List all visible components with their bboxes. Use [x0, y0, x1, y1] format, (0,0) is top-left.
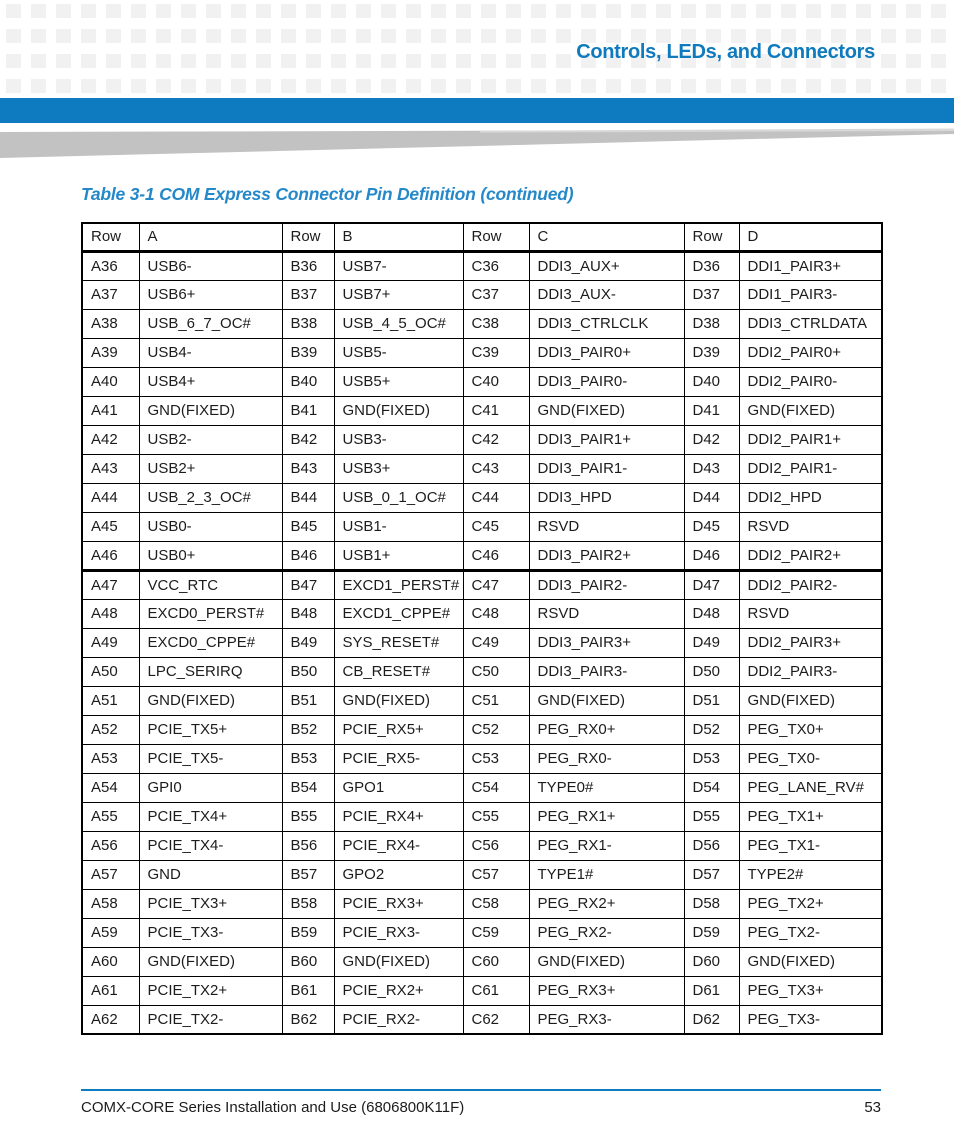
signal-name-cell: PCIE_TX5+: [139, 715, 282, 744]
signal-name-cell: USB_6_7_OC#: [139, 309, 282, 338]
pin-id-cell: B59: [282, 918, 334, 947]
signal-name-cell: PEG_TX3-: [739, 1005, 882, 1034]
table-row: [82, 918, 882, 947]
pin-id-cell: C39: [463, 338, 529, 367]
table-row: [82, 512, 882, 541]
signal-name-cell: PCIE_RX4-: [334, 831, 463, 860]
signal-name-cell: USB4-: [139, 338, 282, 367]
signal-name-cell: PEG_TX0-: [739, 744, 882, 773]
pin-id-cell: C57: [463, 860, 529, 889]
header-squares-pattern: [0, 0, 954, 97]
page-number: 53: [864, 1099, 881, 1116]
pin-id-cell: D60: [684, 947, 739, 976]
signal-name-cell: PEG_TX2+: [739, 889, 882, 918]
signal-name-cell: DDI2_PAIR1-: [739, 454, 882, 483]
table-header-row: [82, 223, 882, 251]
pin-id-cell: B57: [282, 860, 334, 889]
pin-id-cell: D38: [684, 309, 739, 338]
pin-id-cell: B45: [282, 512, 334, 541]
pin-id-cell: B51: [282, 686, 334, 715]
table-row: [82, 251, 882, 280]
table-row: [82, 599, 882, 628]
signal-name-cell: USB1+: [334, 541, 463, 570]
pin-id-cell: A62: [82, 1005, 139, 1034]
signal-name-cell: PCIE_TX3-: [139, 918, 282, 947]
column-header: Row: [282, 223, 334, 251]
column-header: D: [739, 223, 882, 251]
signal-name-cell: EXCD1_CPPE#: [334, 599, 463, 628]
pin-id-cell: B48: [282, 599, 334, 628]
signal-name-cell: CB_RESET#: [334, 657, 463, 686]
pin-id-cell: C55: [463, 802, 529, 831]
pin-id-cell: A43: [82, 454, 139, 483]
pin-id-cell: B46: [282, 541, 334, 570]
pin-id-cell: D36: [684, 251, 739, 280]
signal-name-cell: PCIE_RX5-: [334, 744, 463, 773]
signal-name-cell: USB7+: [334, 280, 463, 309]
pin-id-cell: D42: [684, 425, 739, 454]
pin-id-cell: A36: [82, 251, 139, 280]
signal-name-cell: USB2-: [139, 425, 282, 454]
signal-name-cell: GPI0: [139, 773, 282, 802]
signal-name-cell: GPO2: [334, 860, 463, 889]
signal-name-cell: DDI3_PAIR2+: [529, 541, 684, 570]
pin-id-cell: C38: [463, 309, 529, 338]
signal-name-cell: USB5-: [334, 338, 463, 367]
pin-id-cell: B36: [282, 251, 334, 280]
pin-id-cell: C46: [463, 541, 529, 570]
pin-id-cell: D57: [684, 860, 739, 889]
pin-id-cell: D47: [684, 570, 739, 599]
pin-id-cell: D43: [684, 454, 739, 483]
pin-id-cell: D53: [684, 744, 739, 773]
pin-id-cell: C58: [463, 889, 529, 918]
table-row: [82, 309, 882, 338]
pin-id-cell: B53: [282, 744, 334, 773]
table-row: [82, 773, 882, 802]
signal-name-cell: DDI3_AUX+: [529, 251, 684, 280]
pin-id-cell: C47: [463, 570, 529, 599]
header-blue-bar: [0, 98, 954, 123]
table-row: [82, 715, 882, 744]
table-row: [82, 889, 882, 918]
signal-name-cell: PCIE_RX3-: [334, 918, 463, 947]
signal-name-cell: GND(FIXED): [139, 686, 282, 715]
table-row: [82, 802, 882, 831]
pin-id-cell: A60: [82, 947, 139, 976]
pin-id-cell: D40: [684, 367, 739, 396]
pin-id-cell: B37: [282, 280, 334, 309]
table-row: [82, 1005, 882, 1034]
signal-name-cell: PEG_TX2-: [739, 918, 882, 947]
table-row: [82, 367, 882, 396]
pin-id-cell: B54: [282, 773, 334, 802]
signal-name-cell: GND(FIXED): [739, 396, 882, 425]
pin-id-cell: B58: [282, 889, 334, 918]
signal-name-cell: PCIE_RX2+: [334, 976, 463, 1005]
signal-name-cell: GND(FIXED): [529, 686, 684, 715]
signal-name-cell: SYS_RESET#: [334, 628, 463, 657]
pin-id-cell: A57: [82, 860, 139, 889]
pin-id-cell: D46: [684, 541, 739, 570]
pin-id-cell: A61: [82, 976, 139, 1005]
table-row: [82, 425, 882, 454]
pin-id-cell: B49: [282, 628, 334, 657]
signal-name-cell: EXCD0_CPPE#: [139, 628, 282, 657]
pin-id-cell: A37: [82, 280, 139, 309]
pin-id-cell: B41: [282, 396, 334, 425]
signal-name-cell: USB_2_3_OC#: [139, 483, 282, 512]
signal-name-cell: PCIE_RX2-: [334, 1005, 463, 1034]
signal-name-cell: USB1-: [334, 512, 463, 541]
wedge-graphic: [0, 127, 954, 161]
signal-name-cell: GND: [139, 860, 282, 889]
pin-id-cell: D45: [684, 512, 739, 541]
pin-id-cell: C44: [463, 483, 529, 512]
signal-name-cell: PEG_RX3+: [529, 976, 684, 1005]
column-header: Row: [684, 223, 739, 251]
signal-name-cell: RSVD: [739, 512, 882, 541]
pin-id-cell: A39: [82, 338, 139, 367]
signal-name-cell: DDI3_PAIR1-: [529, 454, 684, 483]
signal-name-cell: DDI3_PAIR3-: [529, 657, 684, 686]
signal-name-cell: PCIE_TX4-: [139, 831, 282, 860]
pin-id-cell: C42: [463, 425, 529, 454]
table-row: [82, 686, 882, 715]
pin-id-cell: A41: [82, 396, 139, 425]
signal-name-cell: GND(FIXED): [334, 947, 463, 976]
pin-id-cell: D58: [684, 889, 739, 918]
pin-id-cell: B44: [282, 483, 334, 512]
signal-name-cell: DDI2_PAIR2-: [739, 570, 882, 599]
signal-name-cell: TYPE2#: [739, 860, 882, 889]
pin-id-cell: A55: [82, 802, 139, 831]
pin-id-cell: B55: [282, 802, 334, 831]
pin-id-cell: D49: [684, 628, 739, 657]
pin-id-cell: D52: [684, 715, 739, 744]
pin-id-cell: C56: [463, 831, 529, 860]
column-header: C: [529, 223, 684, 251]
signal-name-cell: PEG_TX1-: [739, 831, 882, 860]
pin-id-cell: C62: [463, 1005, 529, 1034]
signal-name-cell: GND(FIXED): [334, 686, 463, 715]
signal-name-cell: DDI1_PAIR3-: [739, 280, 882, 309]
signal-name-cell: LPC_SERIRQ: [139, 657, 282, 686]
pin-id-cell: A56: [82, 831, 139, 860]
signal-name-cell: PEG_LANE_RV#: [739, 773, 882, 802]
table-row: [82, 570, 882, 599]
pin-id-cell: A59: [82, 918, 139, 947]
pin-id-cell: C61: [463, 976, 529, 1005]
pin-id-cell: A48: [82, 599, 139, 628]
signal-name-cell: EXCD0_PERST#: [139, 599, 282, 628]
pin-id-cell: C50: [463, 657, 529, 686]
pin-id-cell: B47: [282, 570, 334, 599]
signal-name-cell: PEG_RX2+: [529, 889, 684, 918]
pin-id-cell: A58: [82, 889, 139, 918]
signal-name-cell: PCIE_RX3+: [334, 889, 463, 918]
signal-name-cell: USB6+: [139, 280, 282, 309]
signal-name-cell: USB3-: [334, 425, 463, 454]
signal-name-cell: DDI2_PAIR3+: [739, 628, 882, 657]
pin-table: [81, 222, 883, 1035]
table-row: [82, 947, 882, 976]
signal-name-cell: GND(FIXED): [739, 947, 882, 976]
signal-name-cell: DDI3_PAIR3+: [529, 628, 684, 657]
pin-id-cell: D37: [684, 280, 739, 309]
signal-name-cell: USB0+: [139, 541, 282, 570]
pin-id-cell: C54: [463, 773, 529, 802]
signal-name-cell: DDI3_CTRLDATA: [739, 309, 882, 338]
signal-name-cell: USB0-: [139, 512, 282, 541]
pin-id-cell: A46: [82, 541, 139, 570]
signal-name-cell: DDI2_PAIR2+: [739, 541, 882, 570]
signal-name-cell: GPO1: [334, 773, 463, 802]
signal-name-cell: USB6-: [139, 251, 282, 280]
pin-id-cell: C43: [463, 454, 529, 483]
signal-name-cell: RSVD: [529, 512, 684, 541]
pin-id-cell: B62: [282, 1005, 334, 1034]
column-header: A: [139, 223, 282, 251]
pin-id-cell: A42: [82, 425, 139, 454]
pin-id-cell: D61: [684, 976, 739, 1005]
signal-name-cell: VCC_RTC: [139, 570, 282, 599]
pin-id-cell: D55: [684, 802, 739, 831]
page-title: Controls, LEDs, and Connectors: [576, 41, 875, 63]
signal-name-cell: GND(FIXED): [139, 396, 282, 425]
signal-name-cell: USB2+: [139, 454, 282, 483]
pin-id-cell: A47: [82, 570, 139, 599]
signal-name-cell: USB_0_1_OC#: [334, 483, 463, 512]
pin-id-cell: B43: [282, 454, 334, 483]
pin-id-cell: C45: [463, 512, 529, 541]
pin-id-cell: B40: [282, 367, 334, 396]
pin-id-cell: D59: [684, 918, 739, 947]
signal-name-cell: RSVD: [529, 599, 684, 628]
signal-name-cell: DDI3_PAIR0+: [529, 338, 684, 367]
table-caption: Table 3-1 COM Express Connector Pin Definition (continued): [81, 184, 574, 204]
pin-id-cell: C59: [463, 918, 529, 947]
pin-id-cell: C52: [463, 715, 529, 744]
signal-name-cell: PEG_RX1-: [529, 831, 684, 860]
signal-name-cell: GND(FIXED): [529, 396, 684, 425]
table-row: [82, 628, 882, 657]
signal-name-cell: PEG_TX3+: [739, 976, 882, 1005]
pin-id-cell: A38: [82, 309, 139, 338]
pin-id-cell: D39: [684, 338, 739, 367]
pin-id-cell: B39: [282, 338, 334, 367]
pin-id-cell: D48: [684, 599, 739, 628]
signal-name-cell: PCIE_RX4+: [334, 802, 463, 831]
signal-name-cell: GND(FIXED): [529, 947, 684, 976]
pin-id-cell: C36: [463, 251, 529, 280]
pin-id-cell: A49: [82, 628, 139, 657]
pin-id-cell: D44: [684, 483, 739, 512]
signal-name-cell: DDI3_CTRLCLK: [529, 309, 684, 338]
pin-id-cell: D50: [684, 657, 739, 686]
pin-id-cell: C41: [463, 396, 529, 425]
pin-id-cell: A53: [82, 744, 139, 773]
signal-name-cell: PCIE_RX5+: [334, 715, 463, 744]
signal-name-cell: GND(FIXED): [139, 947, 282, 976]
footer-rule: [81, 1089, 881, 1091]
pin-id-cell: C48: [463, 599, 529, 628]
table-row: [82, 280, 882, 309]
pin-id-cell: B56: [282, 831, 334, 860]
signal-name-cell: USB7-: [334, 251, 463, 280]
pin-id-cell: C53: [463, 744, 529, 773]
signal-name-cell: DDI1_PAIR3+: [739, 251, 882, 280]
pin-id-cell: A54: [82, 773, 139, 802]
table-row: [82, 744, 882, 773]
signal-name-cell: RSVD: [739, 599, 882, 628]
pin-id-cell: B42: [282, 425, 334, 454]
footer-doc-title: COMX-CORE Series Installation and Use (6806800K11F): [81, 1099, 465, 1116]
pin-id-cell: D56: [684, 831, 739, 860]
pin-id-cell: A51: [82, 686, 139, 715]
signal-name-cell: PCIE_TX3+: [139, 889, 282, 918]
table-row: [82, 338, 882, 367]
signal-name-cell: DDI2_PAIR1+: [739, 425, 882, 454]
pin-id-cell: B52: [282, 715, 334, 744]
pin-id-cell: D51: [684, 686, 739, 715]
column-header: B: [334, 223, 463, 251]
pin-id-cell: C40: [463, 367, 529, 396]
pin-id-cell: B38: [282, 309, 334, 338]
table-row: [82, 976, 882, 1005]
table-row: [82, 831, 882, 860]
pin-id-cell: A50: [82, 657, 139, 686]
pin-id-cell: D41: [684, 396, 739, 425]
table-row: [82, 860, 882, 889]
signal-name-cell: USB_4_5_OC#: [334, 309, 463, 338]
signal-name-cell: PCIE_TX2+: [139, 976, 282, 1005]
table-row: [82, 483, 882, 512]
page-footer: [81, 1099, 881, 1116]
pin-id-cell: B61: [282, 976, 334, 1005]
column-header: Row: [463, 223, 529, 251]
signal-name-cell: DDI3_PAIR1+: [529, 425, 684, 454]
pin-id-cell: C49: [463, 628, 529, 657]
signal-name-cell: DDI3_PAIR0-: [529, 367, 684, 396]
signal-name-cell: PCIE_TX2-: [139, 1005, 282, 1034]
pin-id-cell: A45: [82, 512, 139, 541]
pin-id-cell: C37: [463, 280, 529, 309]
pin-id-cell: A52: [82, 715, 139, 744]
pin-id-cell: D54: [684, 773, 739, 802]
signal-name-cell: PEG_RX0+: [529, 715, 684, 744]
signal-name-cell: DDI2_HPD: [739, 483, 882, 512]
signal-name-cell: DDI2_PAIR0+: [739, 338, 882, 367]
signal-name-cell: DDI2_PAIR0-: [739, 367, 882, 396]
pin-id-cell: A40: [82, 367, 139, 396]
signal-name-cell: DDI3_PAIR2-: [529, 570, 684, 599]
signal-name-cell: PEG_RX3-: [529, 1005, 684, 1034]
pin-id-cell: C60: [463, 947, 529, 976]
signal-name-cell: GND(FIXED): [739, 686, 882, 715]
table-row: [82, 541, 882, 570]
signal-name-cell: PEG_TX0+: [739, 715, 882, 744]
signal-name-cell: TYPE1#: [529, 860, 684, 889]
signal-name-cell: EXCD1_PERST#: [334, 570, 463, 599]
signal-name-cell: PEG_RX1+: [529, 802, 684, 831]
table-row: [82, 657, 882, 686]
pin-id-cell: A44: [82, 483, 139, 512]
signal-name-cell: PEG_RX2-: [529, 918, 684, 947]
signal-name-cell: TYPE0#: [529, 773, 684, 802]
signal-name-cell: USB4+: [139, 367, 282, 396]
pin-id-cell: C51: [463, 686, 529, 715]
signal-name-cell: PEG_TX1+: [739, 802, 882, 831]
signal-name-cell: DDI3_HPD: [529, 483, 684, 512]
signal-name-cell: DDI2_PAIR3-: [739, 657, 882, 686]
signal-name-cell: PCIE_TX4+: [139, 802, 282, 831]
column-header: Row: [82, 223, 139, 251]
signal-name-cell: USB5+: [334, 367, 463, 396]
table-row: [82, 396, 882, 425]
pin-id-cell: B50: [282, 657, 334, 686]
signal-name-cell: DDI3_AUX-: [529, 280, 684, 309]
pin-id-cell: B60: [282, 947, 334, 976]
signal-name-cell: PCIE_TX5-: [139, 744, 282, 773]
signal-name-cell: PEG_RX0-: [529, 744, 684, 773]
pin-id-cell: D62: [684, 1005, 739, 1034]
signal-name-cell: GND(FIXED): [334, 396, 463, 425]
table-row: [82, 454, 882, 483]
signal-name-cell: USB3+: [334, 454, 463, 483]
